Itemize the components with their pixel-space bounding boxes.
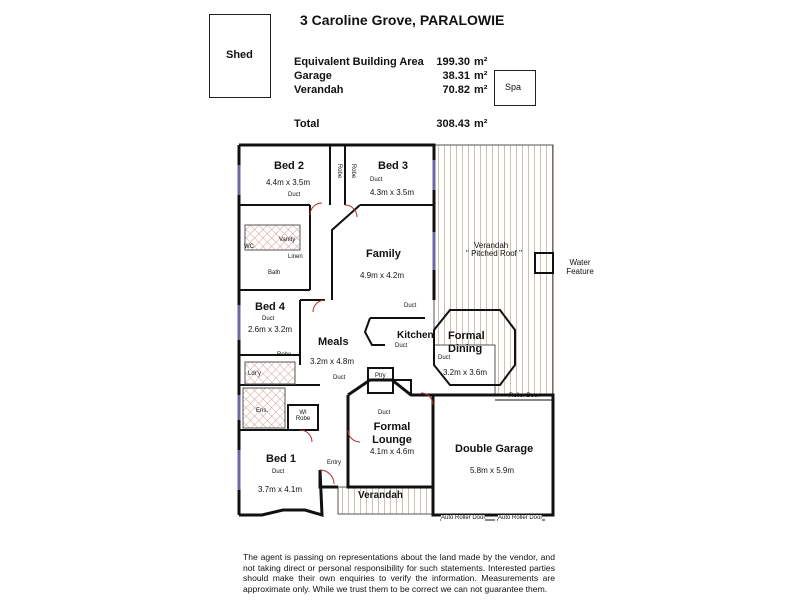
shed-label: Shed: [226, 49, 253, 61]
auto-roller-door-label-1: Auto Roller Door: [441, 515, 486, 521]
rear-verandah-note: " Pitched Roof ": [466, 249, 522, 258]
room-double-garage: Double Garage: [455, 443, 534, 455]
duct-label-family: Duct: [404, 303, 417, 309]
page-title: 3 Caroline Grove, PARALOWIE: [300, 12, 505, 28]
room-bed-1: Bed 1: [266, 453, 296, 465]
spa-label: Spa: [505, 82, 522, 92]
room-bed-2: Bed 2: [274, 160, 304, 172]
laundry-label: Ldr'y: [248, 371, 261, 377]
duct-label-bed4: Duct: [262, 316, 275, 322]
wc-label: WC: [244, 244, 254, 250]
robe-label-bed2: Robe: [336, 163, 343, 179]
room-bed-1-size: 3.7m x 4.1m: [258, 485, 303, 494]
room-meals: Meals: [318, 336, 349, 348]
duct-label-kitchen: Duct: [395, 343, 408, 349]
duct-label-lounge: Duct: [378, 410, 391, 416]
room-bed-4-size: 2.6m x 3.2m: [248, 325, 293, 334]
wi-robe-label: WI Robe: [295, 410, 311, 422]
room-bed-3-size: 4.3m x 3.5m: [370, 188, 415, 197]
water-feature-label: Water Feature: [566, 258, 594, 276]
entry-label: Entry: [327, 460, 342, 466]
robe-label-bed3: Robe: [350, 163, 357, 179]
vanity-label: Vanity: [279, 237, 296, 243]
room-formal-dining-size: 3.2m x 3.6m: [443, 368, 488, 377]
auto-roller-door-label-2: Auto Roller Door: [498, 515, 543, 521]
room-family: Family: [366, 248, 401, 260]
roller-door-label: Roller Door: [509, 393, 540, 399]
rear-verandah-label: Verandah: [474, 241, 509, 250]
room-meals-size: 3.2m x 4.8m: [310, 357, 355, 366]
room-double-garage-size: 5.8m x 5.9m: [470, 466, 515, 475]
room-formal-dining: Formal Dining: [448, 330, 485, 355]
room-bed-4: Bed 4: [255, 301, 285, 313]
duct-label-bed1: Duct: [272, 469, 285, 475]
bath-label: Bath: [268, 270, 281, 276]
room-formal-lounge: Formal Lounge: [372, 421, 412, 446]
disclaimer-text: The agent is passing on representations about the land made by the vendor, and not taking direct or personal responsibility for such statements. Interested parties should make their own enquiries to verify the information. Measurements are approximate only. While we trust them to be correct we can not guarantee them.: [243, 552, 555, 594]
robe-label-bed4: Robe: [277, 352, 292, 358]
duct-label-bed2: Duct: [288, 192, 301, 198]
room-family-size: 4.9m x 4.2m: [360, 271, 405, 280]
front-verandah-label: Verandah: [358, 490, 404, 501]
room-kitchen: Kitchen: [397, 330, 434, 341]
linen-label: Linen: [288, 254, 303, 260]
duct-label-dining: Duct: [438, 355, 451, 361]
room-bed-3: Bed 3: [378, 160, 408, 172]
duct-label-meals: Duct: [333, 375, 346, 381]
ensuite-label: Ens.: [256, 408, 269, 414]
room-formal-lounge-size: 4.1m x 4.6m: [370, 447, 415, 456]
duct-label-bed3: Duct: [370, 177, 383, 183]
pantry-label: Ptry: [375, 373, 386, 379]
room-bed-2-size: 4.4m x 3.5m: [266, 178, 311, 187]
